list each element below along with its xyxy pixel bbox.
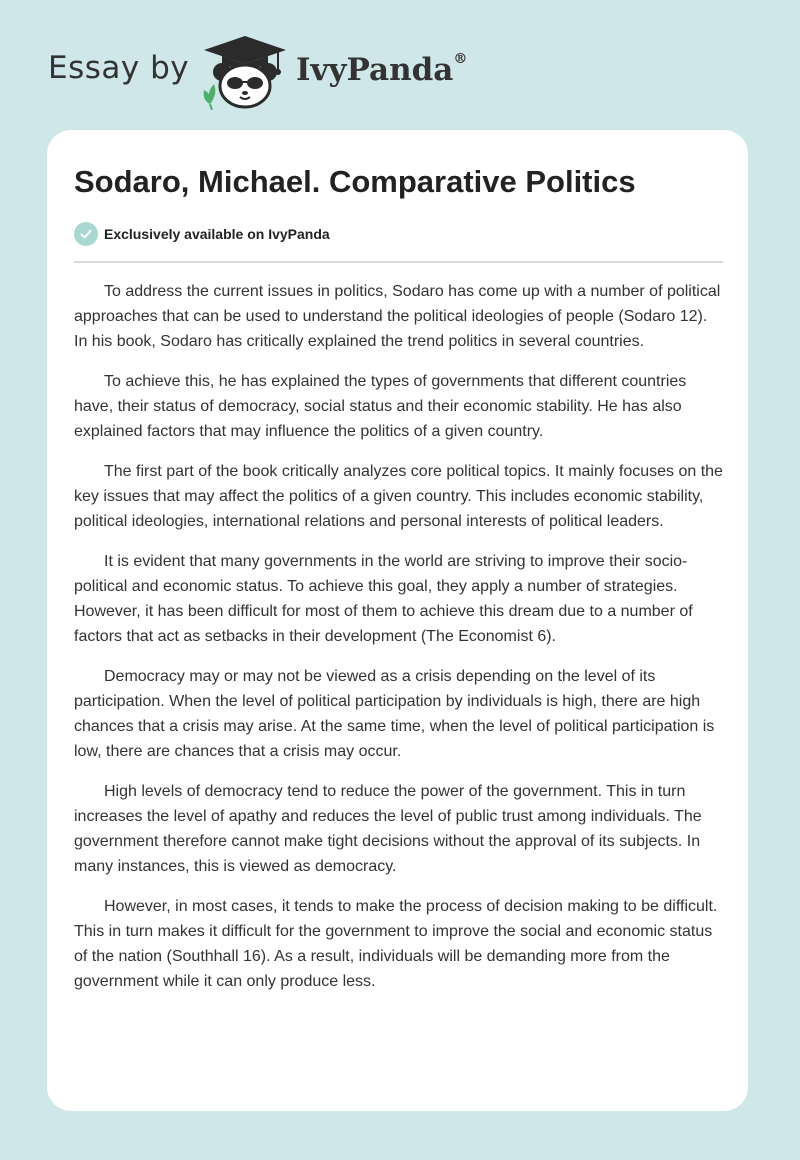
site-header bbox=[0, 0, 800, 130]
panda-graduate-icon[interactable] bbox=[200, 34, 290, 110]
page-title: Sodaro, Michael. Comparative Politics bbox=[74, 164, 636, 199]
essay-body bbox=[74, 279, 724, 1009]
essay-card bbox=[47, 130, 748, 1111]
paragraph: However, in most cases, it tends to make the process of decision making to be difficult. This in turn makes it difficult for the government to improve the social and economic status of the nation (Southhall 16). As a result, individuals will be demanding more from the government while it can only produce less. bbox=[74, 898, 718, 990]
divider bbox=[74, 261, 723, 263]
paragraph: To address the current issues in politics, Sodaro has come up with a number of political approaches that can be used to understand the political ideologies of people (Sodaro 12). In his book, Sodaro has critically explained the trend politics in several countries. bbox=[74, 283, 721, 350]
exclusive-badge bbox=[74, 222, 330, 246]
registered-mark: ® bbox=[453, 50, 468, 67]
paragraph: High levels of democracy tend to reduce the power of the government. This in turn increases the level of apathy and reduces the level of public trust among individuals. The government therefore cannot make tight decisions without the approval of its subjects. In many instances, this is viewed as democracy. bbox=[74, 783, 702, 875]
brand-name[interactable] bbox=[296, 52, 467, 88]
check-circle-icon bbox=[74, 222, 98, 246]
essay-by-label: Essay by bbox=[48, 50, 190, 86]
paragraph: To achieve this, he has explained the types of governments that different countries have, their status of democracy, social status and their economic stability. He has also explained factors that may influence the politics of a given country. bbox=[74, 373, 687, 440]
paragraph: It is evident that many governments in the world are striving to improve their socio-political and economic status. To achieve this goal, they apply a number of strategies. However, it has been difficult for most of them to achieve this dream due to a number of factors that act as setbacks in their development (The Economist 6). bbox=[74, 553, 693, 645]
paragraph: The first part of the book critically analyzes core political topics. It mainly focuses on the key issues that may affect the politics of a given country. This includes economic stability, political ideologies, international relations and personal interests of political leaders. bbox=[74, 463, 723, 530]
paragraph: Democracy may or may not be viewed as a crisis depending on the level of its participation. When the level of political participation by individuals is high, there are high chances that a crisis may arise. At the same time, when the level of political participation is low, there are chances that a crisis may occur. bbox=[74, 668, 715, 760]
exclusive-badge-text: Exclusively available on IvyPanda bbox=[104, 226, 330, 242]
brand-name-text: IvyPanda bbox=[296, 52, 454, 88]
